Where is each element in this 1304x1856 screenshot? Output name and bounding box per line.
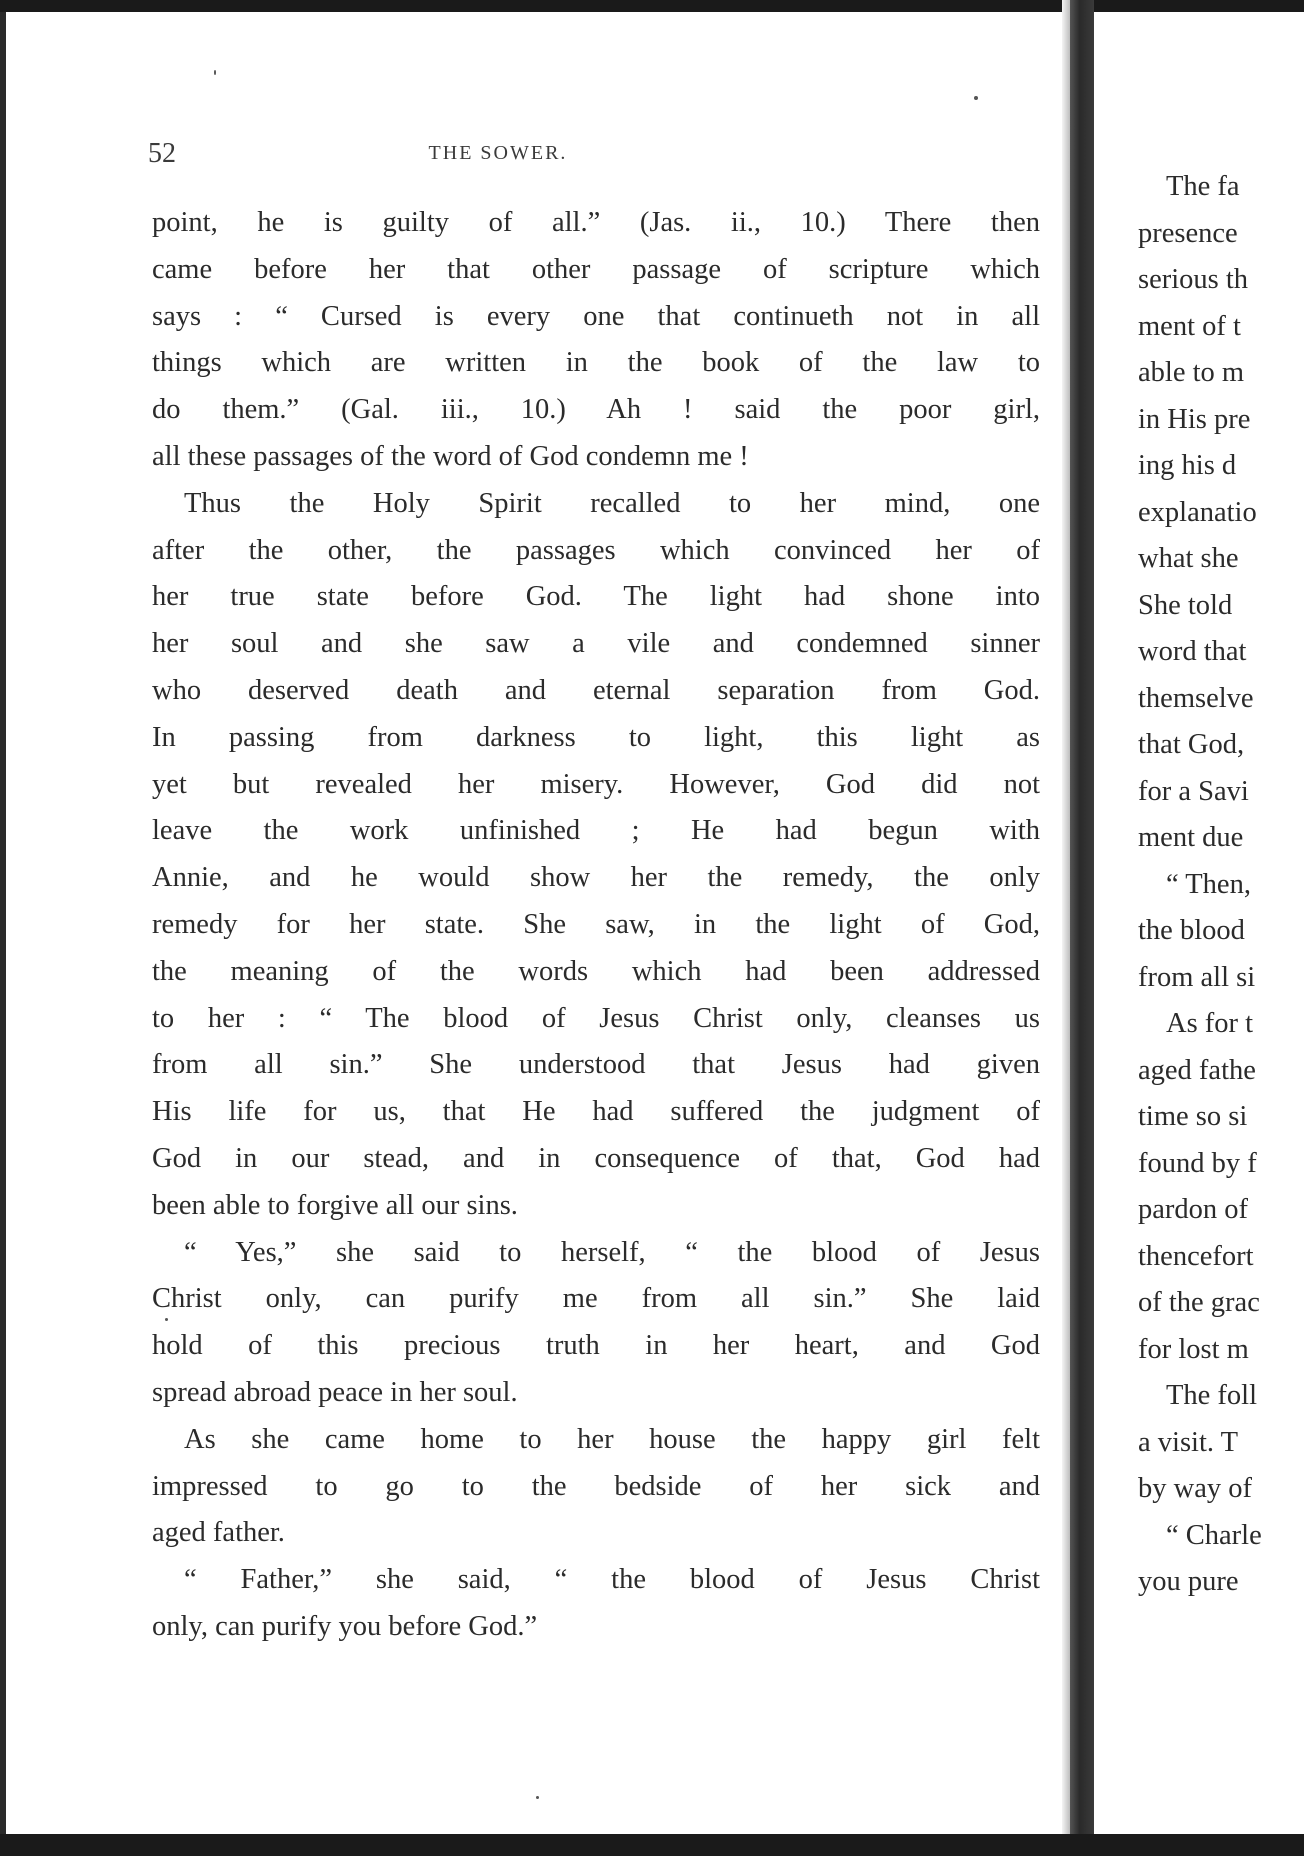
scan-border-bottom <box>0 1834 1304 1856</box>
text-line: explanatio <box>1138 496 1257 528</box>
text-line: what she <box>1138 543 1239 574</box>
text-line: impressed to go to the bedside of her sick and <box>152 1470 1040 1502</box>
text-line: yet but revealed her misery. However, God did not <box>152 768 1040 800</box>
page-header <box>148 138 1040 174</box>
text-line: for lost m <box>1138 1333 1249 1365</box>
text-line: thencefort <box>1138 1240 1254 1272</box>
text-line: ing his d <box>1138 450 1237 481</box>
scan-speck <box>536 1796 539 1799</box>
text-line: you pure <box>1138 1566 1239 1597</box>
text-line: “ Yes,” she said to herself, “ the blood of Jesus <box>184 1236 1040 1268</box>
running-head: THE SOWER. <box>428 142 568 164</box>
text-line: aged father. <box>152 1517 285 1549</box>
text-line: of the grac <box>1138 1287 1260 1318</box>
text-line: that God, <box>1138 729 1245 760</box>
text-line: ment of t <box>1138 310 1241 342</box>
text-line: came before her that other passage of scripture which <box>152 253 1040 285</box>
text-line: time so si <box>1138 1101 1248 1132</box>
text-line: all these passages of the word of God condemn me ! <box>152 440 749 472</box>
text-line: Thus the Holy Spirit recalled to her mind, one <box>184 487 1040 519</box>
text-line: her true state before God. The light had shone into <box>152 581 1040 613</box>
text-line: leave the work unfinished ; He had begun with <box>152 815 1040 847</box>
scan-speck <box>974 96 978 100</box>
text-line: In passing from darkness to light, this light as <box>152 721 1040 753</box>
text-line: by way of <box>1138 1473 1252 1504</box>
text-line: found by f <box>1138 1147 1257 1179</box>
text-line: from all si <box>1138 961 1256 993</box>
page-number: 52 <box>148 138 176 169</box>
text-line: to her : “ The blood of Jesus Christ only, cleanses us <box>152 1002 1040 1034</box>
text-line: His life for us, that He had suffered the judgment of <box>152 1096 1040 1128</box>
text-line: The fa <box>1166 171 1240 202</box>
text-line: As for t <box>1166 1008 1254 1039</box>
text-line: “ Charle <box>1166 1519 1262 1551</box>
text-line: her soul and she saw a vile and condemned sinner <box>152 628 1040 660</box>
text-line: She told <box>1138 589 1233 621</box>
text-line: hold of this precious truth in her heart, and God <box>152 1330 1040 1362</box>
text-line: the blood <box>1138 915 1245 946</box>
text-line: the meaning of the words which had been addressed <box>152 955 1040 987</box>
text-line: a visit. T <box>1138 1426 1239 1458</box>
page-gutter-shadow <box>1062 0 1070 1856</box>
text-line: presence <box>1138 217 1238 249</box>
text-line: from all sin.” She understood that Jesus had given <box>152 1049 1040 1081</box>
text-line: in His pre <box>1138 403 1251 435</box>
text-line: The foll <box>1166 1380 1258 1411</box>
right-page-body <box>1138 164 1304 1606</box>
text-line: only, can purify you before God.” <box>152 1610 538 1642</box>
text-line: serious th <box>1138 264 1249 295</box>
text-line: themselve <box>1138 682 1254 714</box>
text-line: do them.” (Gal. iii., 10.) Ah ! said the poor girl, <box>152 394 1040 426</box>
text-line: able to m <box>1138 357 1245 388</box>
text-line: Christ only, can purify me from all sin.” She laid <box>152 1283 1040 1315</box>
text-line: for a Savi <box>1138 775 1249 807</box>
text-line: says : “ Cursed is every one that continueth not in all <box>152 300 1040 332</box>
text-line: “ Then, <box>1166 868 1251 900</box>
text-line: remedy for her state. She saw, in the light of God, <box>152 908 1040 940</box>
text-line: word that <box>1138 636 1247 667</box>
text-line: aged fathe <box>1138 1054 1256 1086</box>
text-line: Annie, and he would show her the remedy, the only <box>152 862 1040 894</box>
text-line: spread abroad peace in her soul. <box>152 1376 518 1408</box>
text-line: been able to forgive all our sins. <box>152 1189 518 1221</box>
text-line: pardon of <box>1138 1194 1249 1225</box>
scan-border-top <box>0 0 1304 12</box>
text-line: after the other, the passages which convinced her of <box>152 534 1040 566</box>
text-line: things which are written in the book of the law to <box>152 347 1040 379</box>
scan-speck <box>214 70 216 75</box>
text-line: who deserved death and eternal separation from God. <box>152 674 1040 706</box>
text-line: God in our stead, and in consequence of that, God had <box>152 1142 1040 1174</box>
scan-edge-left <box>0 0 6 1856</box>
text-line: point, he is guilty of all.” (Jas. ii., 10.) There then <box>152 207 1040 238</box>
page-gutter <box>1070 0 1094 1856</box>
left-page-body <box>152 200 1040 1651</box>
text-line: As she came home to her house the happy girl felt <box>184 1423 1040 1455</box>
text-line: “ Father,” she said, “ the blood of Jesus Christ <box>184 1564 1040 1596</box>
scan-speck <box>165 1318 168 1321</box>
text-line: ment due <box>1138 822 1244 853</box>
